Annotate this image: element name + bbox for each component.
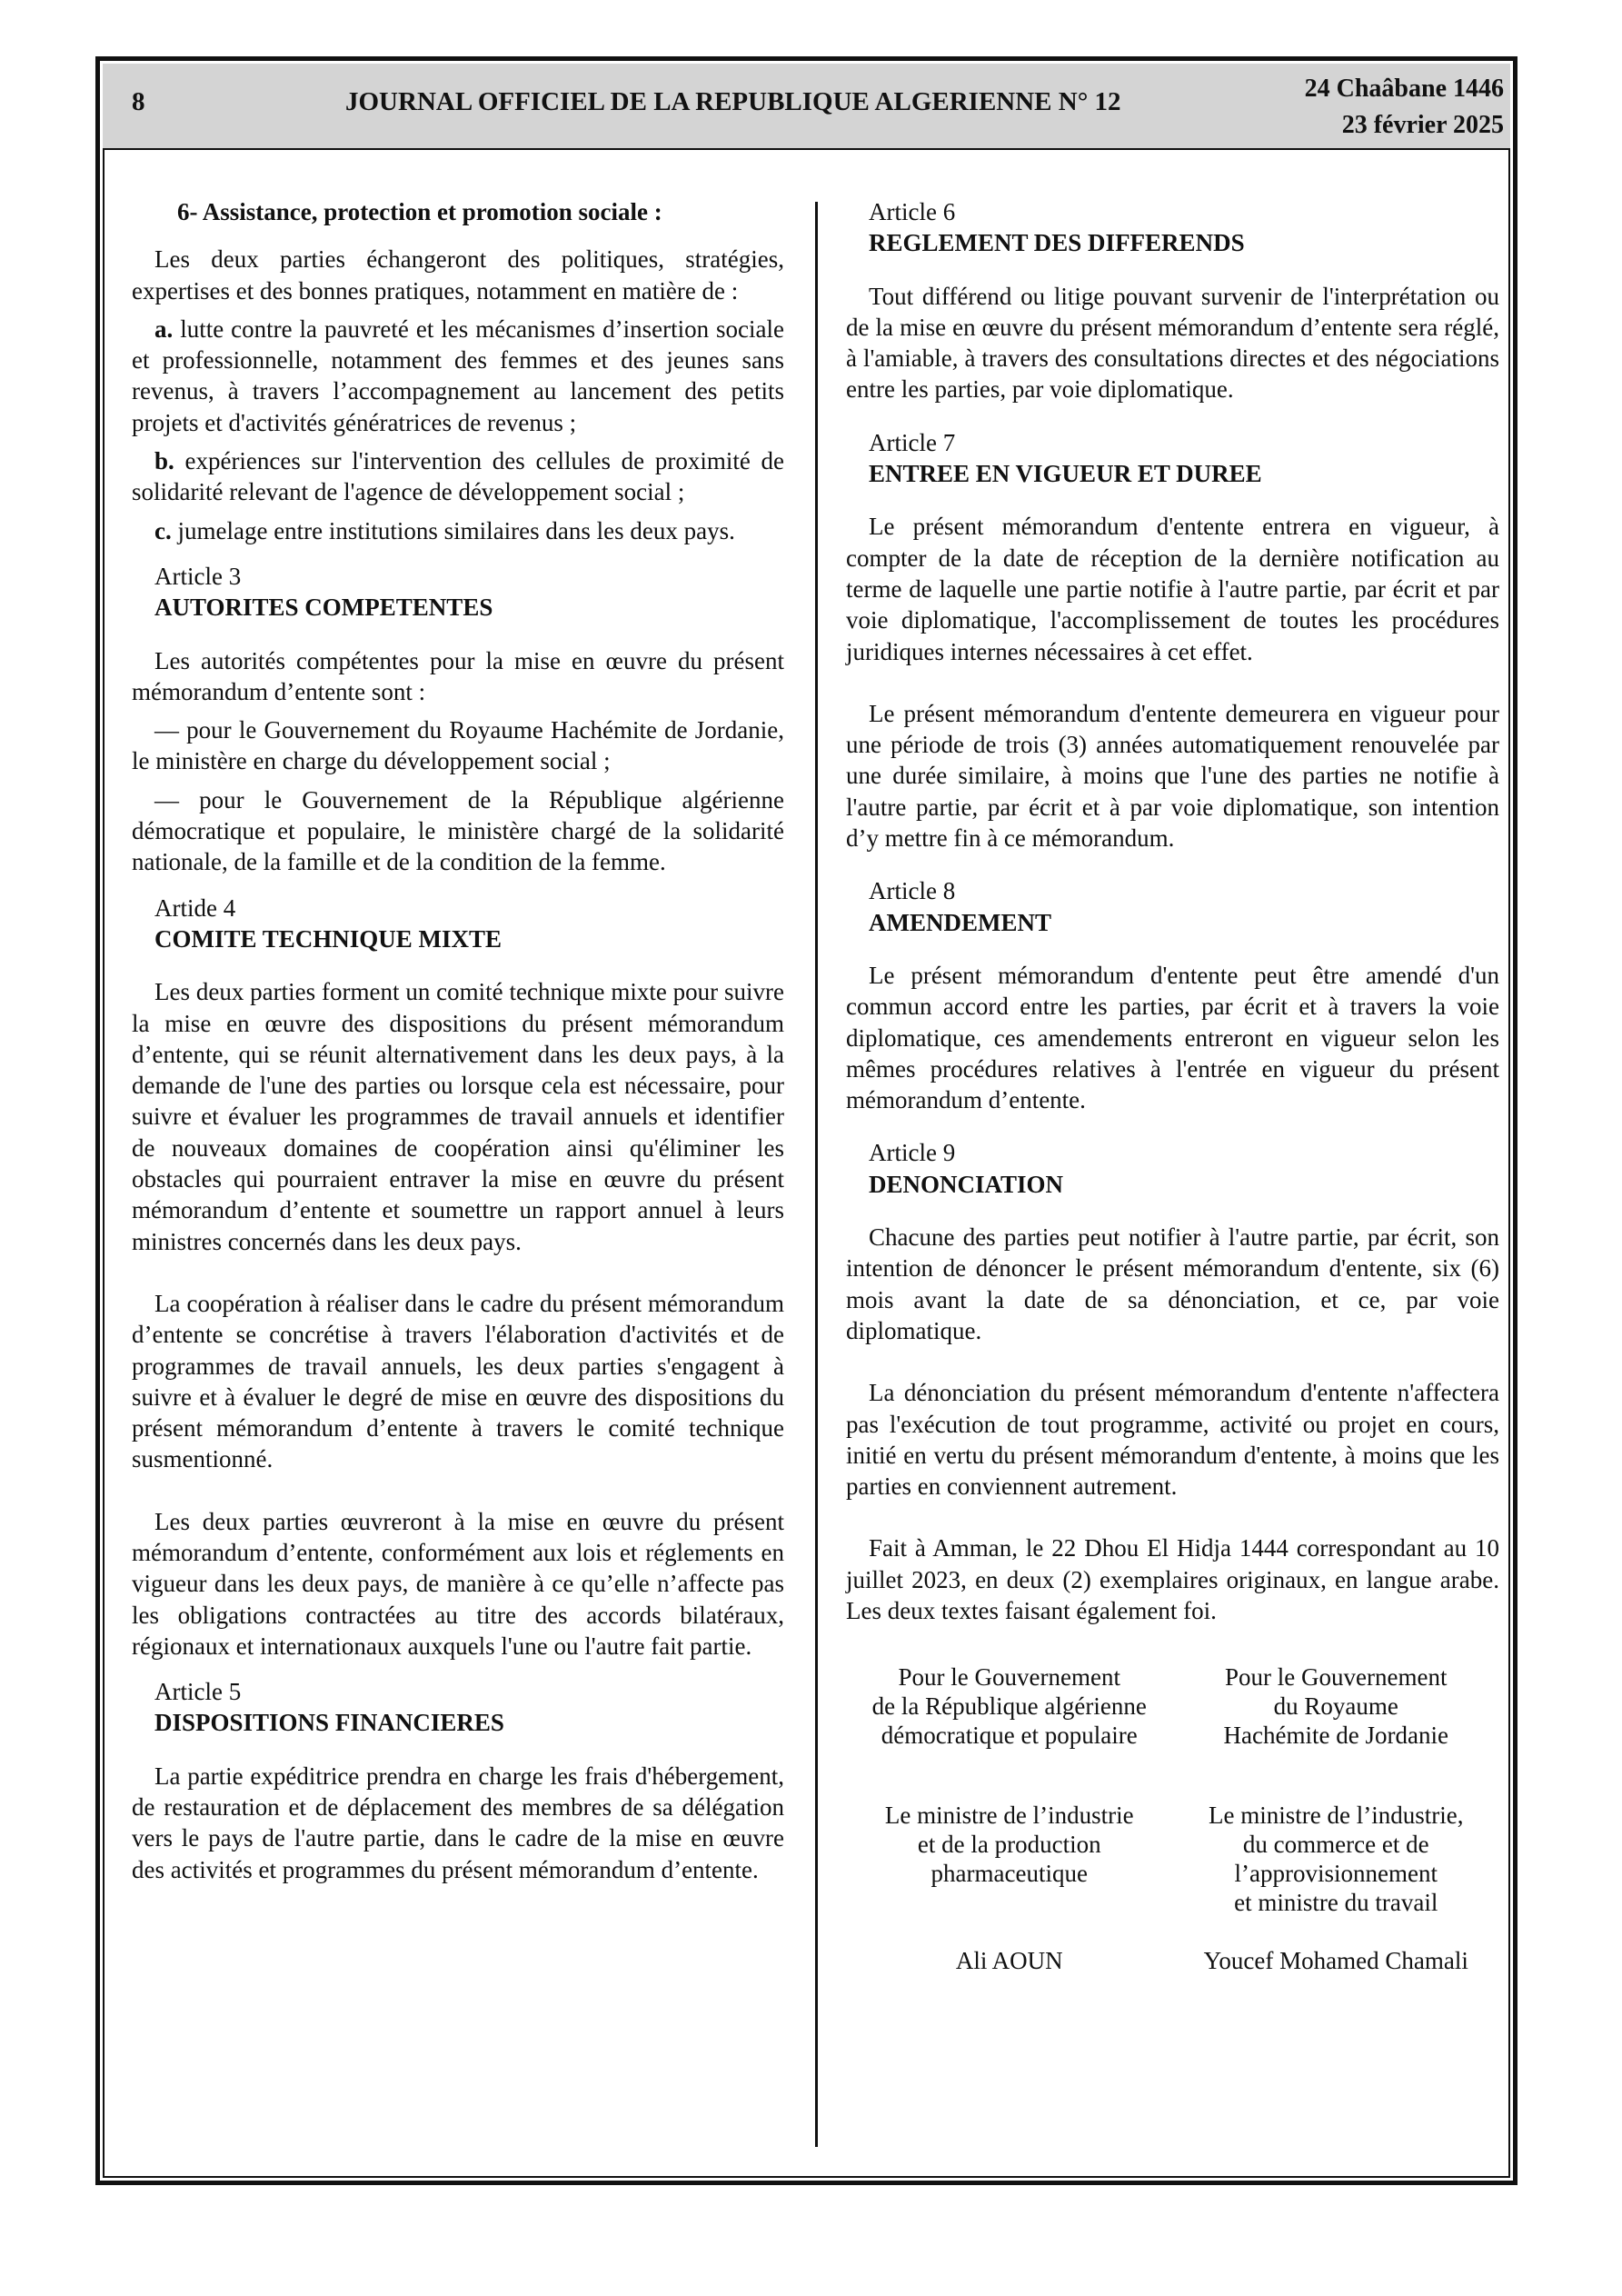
issue-date: [1305, 71, 1504, 144]
signature-block: [846, 1662, 1499, 1975]
article-8-title: AMENDEMENT: [869, 908, 1051, 936]
role-line: et de la production: [917, 1831, 1101, 1859]
item-label: c.: [154, 516, 172, 544]
section-6-item-b: [132, 445, 784, 508]
article-6-title: REGLEMENT DES DIFFERENDS: [869, 229, 1245, 257]
column-divider: [815, 202, 818, 2147]
article-5-paragraph: La partie expéditrice prendra en charge les frais d'hébergement, de restauration et de déplacement des membres de sa délégation vers le pays de l'autre partie, dans le cadre de la mise en œuvre des activités et programmes du présent mémorandum d’entente.: [132, 1762, 784, 1883]
article-6-paragraph: Tout différend ou litige pouvant survenir de l'interprétation ou de la mise en œuvre du présent mémorandum d’entente sera réglé, à l'amiable, à travers des consultations directes et des négociations entre les parties, par voie diplomatique.: [846, 282, 1499, 404]
section-6-title: 6- Assistance, protection et promotion sociale :: [177, 198, 662, 225]
signatory-name: Youcef Mohamed Chamali: [1203, 1947, 1468, 1975]
article-9-title: DENONCIATION: [869, 1170, 1064, 1198]
article-4-number: Artide 4: [154, 893, 236, 922]
right-column: [846, 196, 1499, 1975]
article-7-title: ENTREE EN VIGUEUR ET DUREE: [869, 460, 1262, 488]
item-text: jumelage entre institutions similaires dans les deux pays.: [171, 516, 735, 544]
article-3-item-jordan: — pour le Gouvernement du Royaume Hachémite de Jordanie, le ministère en charge du développement social ;: [132, 716, 784, 775]
article-4-paragraph-2: La coopération à réaliser dans le cadre du présent mémorandum d’entente se concrétise à travers l'élaboration d'activités et de programmes de travail annuels, les deux parties s'engagent à suivre et à évaluer le degré de mise en œuvre des dispositions du présent mémorandum d’entente à travers le comité technique susmentionné.: [132, 1289, 784, 1473]
party-line: Hachémite de Jordanie: [1223, 1722, 1448, 1750]
issue-date-hijri: 24 Chaâbane 1446: [1304, 75, 1504, 103]
party-line: du Royaume: [1273, 1692, 1398, 1721]
role-line: du commerce et de: [1242, 1831, 1429, 1859]
section-6-intro: Les deux parties échangeront des politiques, stratégies, expertises et des bonnes pratiques, notamment en matière de :: [132, 245, 784, 304]
article-3-item-algeria: — pour le Gouvernement de la République algérienne démocratique et populaire, le ministère chargé de la solidarité nationale, de la famille et de la condition de la femme.: [132, 785, 784, 876]
article-9-paragraph-1: Chacune des parties peut notifier à l'autre partie, par écrit, son intention de dénoncer le présent mémorandum d'entente, six (6) mois avant la date de sa dénonciation, et ce, par voie diplomatique.: [846, 1223, 1499, 1344]
role-line: pharmaceutique: [930, 1860, 1088, 1888]
journal-title: JOURNAL OFFICIEL DE LA REPUBLIQUE ALGERIENNE N° 12: [345, 87, 1121, 116]
signatory-name: Ali AOUN: [955, 1947, 1063, 1975]
article-4-paragraph-3: Les deux parties œuvreront à la mise en œuvre du présent mémorandum d’entente, conformément aux lois et réglements en vigueur dans les deux pays, de manière à ce qu’elle n’affecte pas les obligations contractées au titre des accords bilatéraux, régionaux et internationaux auxquels l'une ou l'autre fait partie.: [132, 1507, 784, 1660]
role-line: et ministre du travail: [1234, 1889, 1438, 1917]
issue-date-gregorian: 23 février 2025: [1341, 111, 1504, 139]
role-line: l’approvisionnement: [1234, 1860, 1438, 1888]
article-9-number: Article 9: [869, 1139, 956, 1167]
section-6-item-c: [132, 515, 784, 546]
article-3-intro: Les autorités compétentes pour la mise en œuvre du présent mémorandum d’entente sont :: [132, 646, 784, 705]
article-7-number: Article 7: [869, 428, 956, 456]
party-line: de la République algérienne: [871, 1692, 1147, 1721]
article-4-paragraph-1: Les deux parties forment un comité technique mixte pour suivre la mise en œuvre des dispositions du présent mémorandum d’entente, qui se réunit alternativement dans les deux pays, à la demande de l'une des parties ou lorsque cela est nécessaire, pour suivre et évaluer les programmes de travail annuels et identifier de nouveaux domaines de coopération ainsi qu'éliminer les obstacles qui pourraient entraver la mise en œuvre du présent mémorandum d’entente et soumettre un rapport annuel à leurs ministres concernés dans les deux pays.: [132, 978, 784, 1255]
article-6-number: Article 6: [869, 198, 956, 225]
article-5-title: DISPOSITIONS FINANCIERES: [154, 1709, 504, 1737]
item-label: a.: [154, 314, 174, 343]
article-3-title: AUTORITES COMPETENTES: [154, 594, 493, 622]
item-text: expériences sur l'intervention des cellules de proximité de solidarité relevant de l'agence de développement social ;: [132, 447, 784, 506]
article-9-paragraph-2: La dénonciation du présent mémorandum d'entente n'affectera pas l'exécution de tout programme, activité ou projet en cours, initié en vertu du présent mémorandum d'entente, à moins que les parties en conviennent autrement.: [846, 1379, 1499, 1501]
article-4-title: COMITE TECHNIQUE MIXTE: [154, 924, 503, 953]
signature-algeria: [846, 1662, 1173, 1975]
signature-jordan: [1173, 1662, 1500, 1975]
party-line: démocratique et populaire: [881, 1722, 1138, 1750]
section-6-item-a: [132, 314, 784, 438]
closing-statement: Fait à Amman, le 22 Dhou El Hidja 1444 correspondant au 10 juillet 2023, en deux (2) exemplaires originaux, en langue arabe. Les deux textes faisant également foi.: [846, 1534, 1499, 1624]
party-line: Pour le Gouvernement: [1225, 1663, 1448, 1692]
item-label: b.: [154, 447, 174, 475]
article-7-paragraph-2: Le présent mémorandum d'entente demeurera en vigueur pour une période de trois (3) années automatiquement renouvelée par une durée similaire, à moins que l'une des parties ne notifie à l'autre partie, par écrit et à par voie diplomatique, son intention d’y mettre fin à ce mémorandum.: [846, 699, 1499, 853]
article-7-paragraph-1: Le présent mémorandum d'entente entrera en vigueur, à compter de la date de réception de la dernière notification au terme de laquelle une partie notifie à l'autre partie, par écrit et par voie diplomatique, l'accomplissement de toutes les procédures juridiques internes nécessaires à cet effet.: [846, 513, 1499, 665]
role-line: Le ministre de l’industrie: [884, 1802, 1134, 1830]
article-8-paragraph: Le présent mémorandum d'entente peut être amendé d'un commun accord entre les parties, par écrit et à travers la voie diplomatique, ces amendements entreront en vigueur selon les mêmes procédures relatives à l'entrée en vigueur du présent mémorandum d’entente.: [846, 961, 1499, 1114]
article-5-number: Article 5: [154, 1678, 242, 1706]
page-number: 8: [132, 87, 145, 116]
article-8-number: Article 8: [869, 877, 956, 905]
role-line: Le ministre de l’industrie,: [1209, 1802, 1464, 1830]
party-line: Pour le Gouvernement: [898, 1663, 1120, 1692]
article-3-number: Article 3: [154, 562, 242, 590]
left-column: [132, 196, 784, 1885]
item-text: lutte contre la pauvreté et les mécanismes d’insertion sociale et professionnelle, notamment des femmes et des jeunes sans revenus, à travers l’accompagnement au lancement des petits projets et d'activités génératrices de revenus ;: [132, 314, 784, 436]
